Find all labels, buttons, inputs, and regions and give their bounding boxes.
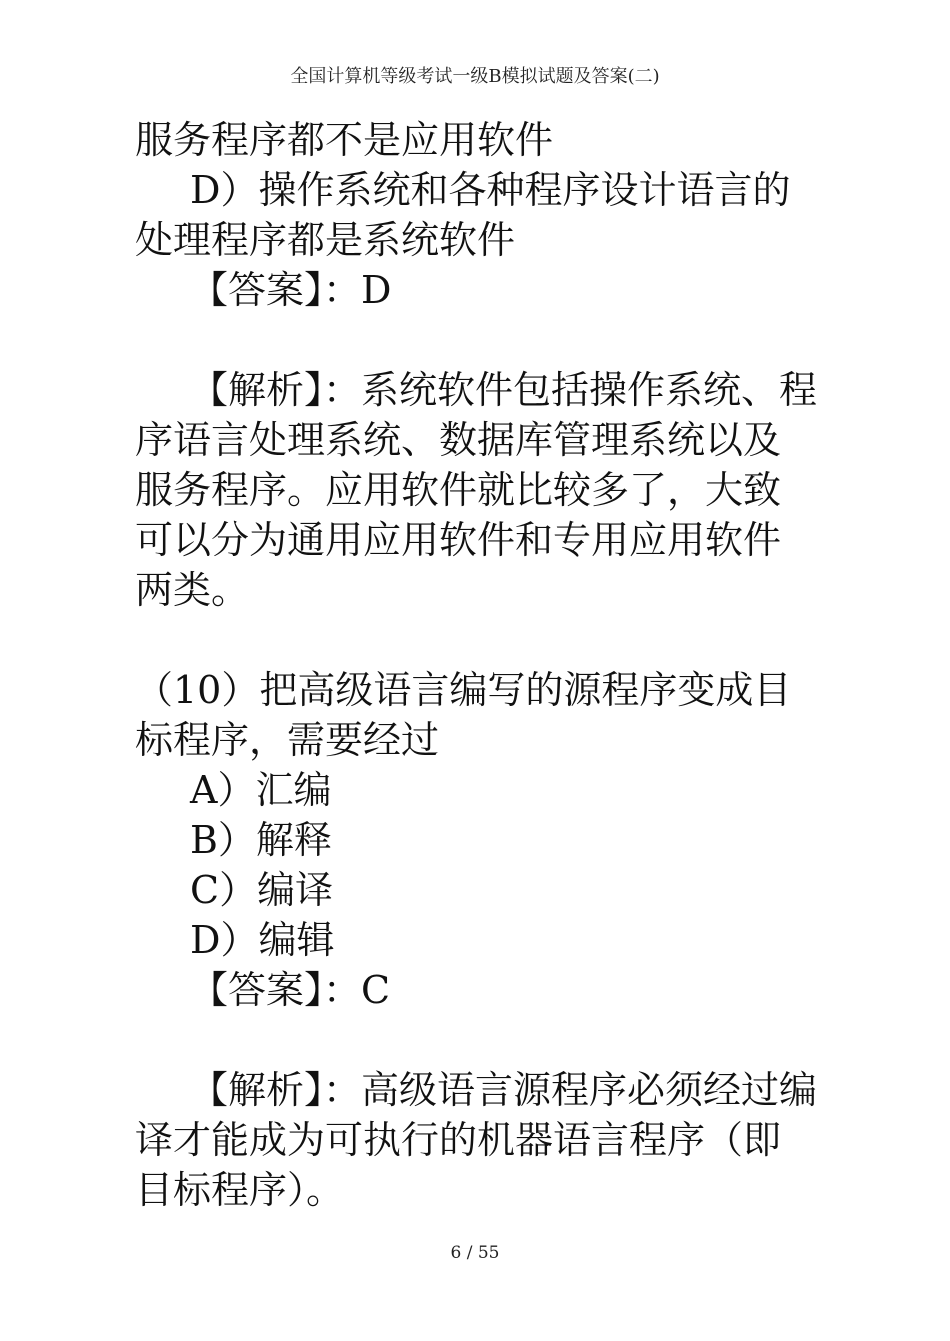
question-10-stem-line-2: 标程序，需要经过 (135, 718, 440, 762)
option-d-line-1: D）操作系统和各种程序设计语言的 (190, 168, 791, 212)
explanation-line: 【解析】：系统软件包括操作系统、程 (190, 368, 818, 412)
explanation-line: 可以分为通用应用软件和专用应用软件 (135, 518, 782, 562)
page-header-title: 全国计算机等级考试一级B模拟试题及答案(二) (290, 66, 660, 87)
page-number: 6 / 55 (450, 1243, 500, 1263)
question-10-stem-line-1: （10）把高级语言编写的源程序变成目 (135, 668, 792, 712)
explanation-line: 序语言处理系统、数据库管理系统以及 (135, 418, 782, 462)
question-10-option-c: C）编译 (190, 868, 334, 912)
paragraph-gap (135, 315, 815, 365)
document-body (135, 115, 818, 1215)
option-c-continuation: 服务程序都不是应用软件 (135, 118, 554, 162)
question-10-explanation-line: 译才能成为可执行的机器语言程序（即 (135, 1118, 782, 1162)
paragraph-gap (135, 1015, 815, 1065)
explanation-line: 两类。 (135, 568, 250, 612)
explanation-line: 服务程序。应用软件就比较多了，大致 (135, 468, 782, 512)
question-10-explanation-line: 目标程序）。 (135, 1168, 345, 1212)
question-10-option-b: B）解释 (190, 818, 332, 862)
question-10-answer: 【答案】：C (190, 968, 391, 1012)
answer-line: 【答案】：D (190, 268, 392, 312)
question-10-explanation-line: 【解析】：高级语言源程序必须经过编 (190, 1068, 818, 1112)
question-10-option-d: D）编辑 (190, 918, 335, 962)
option-d-line-2: 处理程序都是系统软件 (135, 218, 516, 262)
paragraph-gap (135, 615, 815, 665)
question-10-option-a: A）汇编 (190, 768, 332, 812)
